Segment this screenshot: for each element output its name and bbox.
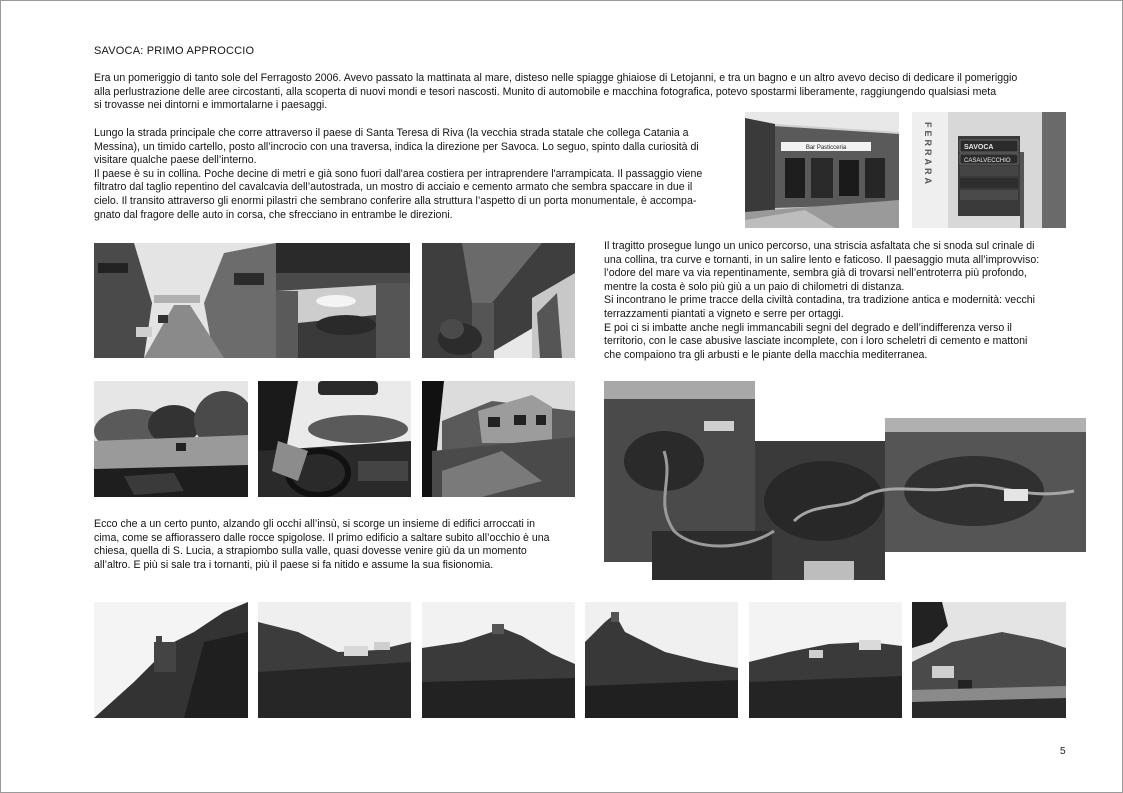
page-number: 5 <box>1060 746 1066 757</box>
text-line: l’odore del mare va via repentinamente, sembra già di trovarsi nell’entroterra più profondo, <box>604 267 1027 280</box>
text-line: cielo. Il transito attraverso gli enormi pilastri che sembrano conferire alla struttura l’aspetto di un porta monumentale, è accompa- <box>94 194 697 207</box>
sign-casalvecchio: CASALVECCHIO <box>964 158 1011 164</box>
text-line: Messina), un timido cartello, posto all’incrocio con una traversa, indica la direzione per Savoca. Lo seguo, spinto dalla curiosità di <box>94 140 699 153</box>
page-title: SAVOCA: PRIMO APPROCCIO <box>94 45 255 57</box>
text-line: visitare qualche paese dell’interno. <box>94 154 257 167</box>
photo-panorama <box>604 381 1086 580</box>
photo-savoca-view-4 <box>585 602 738 718</box>
photo-overpass-pillar <box>422 243 575 358</box>
photo-unfinished-house <box>422 381 575 497</box>
sign-savoca: SAVOCA <box>964 144 994 151</box>
photo-savoca-view-2 <box>258 602 411 718</box>
photo-savoca-view-6 <box>912 602 1066 718</box>
paragraph-intro <box>94 72 1094 113</box>
photo-windshield-road <box>94 381 248 497</box>
text-line: Era un pomeriggio di tanto sole del Ferragosto 2006. Avevo passato la mattinata al mare, disteso nelle spiagge ghiaiose di Letojanni, e tra un bagno e un altro avevo deciso di dedicare il pomeriggio <box>94 72 1018 84</box>
text-line: Il tragitto prosegue lungo un unico percorso, una striscia asfaltata che si snoda sul crinale di <box>604 240 1035 252</box>
photo-overpass <box>276 243 410 358</box>
paragraph-journey <box>604 240 1084 362</box>
text-line: Lungo la strada principale che corre attraverso il paese di Santa Teresa di Riva (la vecchia strada statale che collega Catania a <box>94 127 689 139</box>
photo-main-street <box>94 243 276 358</box>
text-line: chiesa, quella di S. Lucia, a strapiombo sulla valle, quasi dovesse venire giù da un momento <box>94 545 527 558</box>
text-line: E poi ci si imbatte anche negli immancabili segni del degrado e dell’indifferenza verso il <box>604 321 1012 334</box>
photo-car-dashboard <box>258 381 411 497</box>
text-line: che compaiono tra gli arbusti e le piante della macchia mediterranea. <box>604 348 928 361</box>
text-line: Si incontrano le prime tracce della civiltà contadina, tra tradizione antica e modernità: vecchi <box>604 294 1036 307</box>
text-line: una collina, tra curve e tornanti, in un salire lento e faticoso. Il paesaggio muta all’improvviso: <box>604 253 1040 266</box>
text-line: Ecco che a un certo punto, alzando gli occhi all’insù, si scorge un insieme di edifici arroccati in <box>94 518 536 530</box>
text-line: all’altro. E più si sale tra i tornanti, più il paese si fa nitido e assume la sua fisionomia. <box>94 558 494 571</box>
photo-savoca-view-3 <box>422 602 575 718</box>
photo-savoca-view-1 <box>94 602 248 718</box>
paragraph-road <box>94 127 754 222</box>
text-line: si trovasse nei dintorni e immortalarne i paesaggi. <box>94 99 328 112</box>
text-line: filtratro dal taglio repentino del cavalcavia dell’autostrada, un mostro di acciaio e cemento armato che sembra spaccare in due il <box>94 181 693 194</box>
photo-street-corner <box>745 112 899 228</box>
paragraph-arrival <box>94 518 589 572</box>
text-line: terrazzamenti piantati a vigneto e serre per ortaggi. <box>604 307 844 320</box>
photo-savoca-view-5 <box>749 602 902 718</box>
shop-sign-text: Bar Pasticceria <box>805 145 847 151</box>
photo-road-signs <box>912 112 1066 228</box>
text-line: gnato dal fragore delle auto in corsa, che sfrecciano in entrambe le direzioni. <box>94 208 453 221</box>
text-line: cima, come se affiorassero dalle rocce spigolose. Il primo edificio a saltare subito all’occhio è una <box>94 531 550 544</box>
text-line: mentre la costa è solo più giù a un paio di chilometri di distanza. <box>604 280 905 293</box>
text-line: territorio, con le case abusive lasciate incomplete, con i loro scheletri di cemento e mattoni <box>604 335 1028 348</box>
wall-letters: FERRARA <box>923 122 933 187</box>
text-line: Il paese è su in collina. Poche decine di metri e già sono fuori dall'area costiera per intraprendere l'arrampicata. Il passaggio viene <box>94 167 703 180</box>
text-line: alla perlustrazione delle aree circostanti, alla scoperta di nuovi mondi e tesori nascosti. Munito di automobile e macchina fotografica, potevo spostarmi liberamente, raggiungendo qualsiasi meta <box>94 85 997 98</box>
